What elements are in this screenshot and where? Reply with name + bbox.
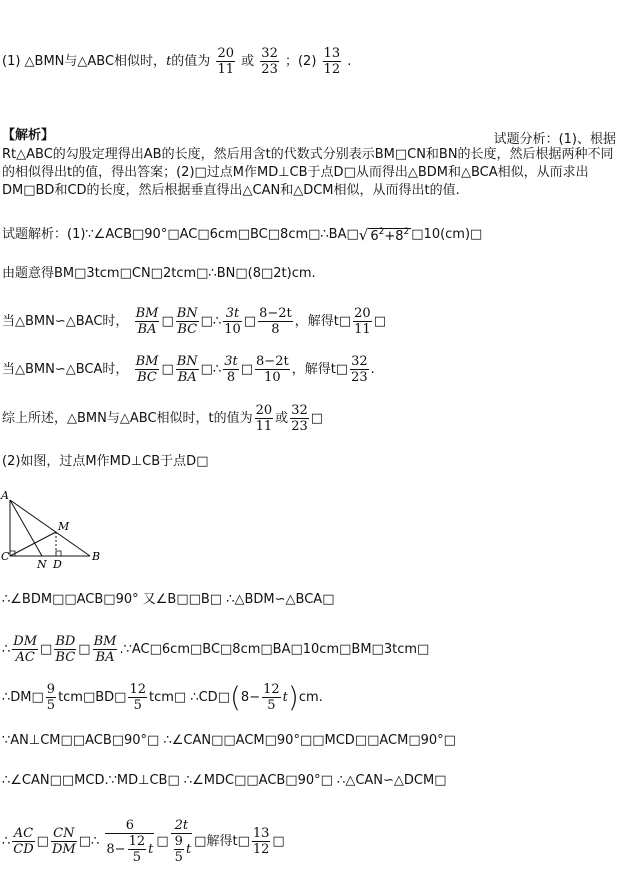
fraction: $\frac{13}{12}$: [252, 826, 270, 857]
sqrt-expression: √ $6^2+8^2$: [358, 226, 410, 244]
denominator: 11: [217, 62, 234, 77]
denominator: 23: [261, 62, 278, 77]
segment-cm: [10, 532, 56, 556]
solution-line-11: ∴∠CAN□□MCD.∵MD⊥CB□ ∴∠MDC□□ACB□90°□ ∴△CAN∽△DCM□: [2, 773, 447, 788]
sol-l1-text: 试题解析：(1)∵∠ACB□90°□AC□6cm□BC□8cm□∴BA□: [2, 227, 359, 242]
answer-fraction-1: [216, 46, 235, 77]
sol-l1-end: □10(cm)□: [411, 227, 483, 242]
fraction: $\frac{20}{11}$: [255, 403, 273, 434]
fraction: $\frac{12}{5}$: [263, 682, 280, 713]
answer-text-3: ；(2): [284, 54, 317, 69]
solution-line-8: ∴ $\frac{DM}{AC}$ □ $\frac{BD}{BC}$ □ $\frac{BM}{BA}$ .∵AC□6cm□BC□8cm□BA□10cm□BM□3tcm□: [2, 634, 430, 665]
solution-line-12: ∴ $\frac{AC}{CD}$ □ $\frac{CN}{DM}$ □∴ 6 8− $\frac{12}{5}$ t □ 2t $\frac{9}{5}$ t □解得t□ $\frac{13}{12}$ □: [2, 818, 285, 865]
label-c: C: [1, 550, 10, 563]
answer-line: [2, 46, 351, 77]
analysis-body: Rt△ABC的勾股定理得出AB的长度，然后用含t的代数式分别表示BM□CN和BN的长度，然后根据两种不同的相似得出t的值，得出答案；(2)□过点M作MD⊥CB于点D□从而得出△BDM和△BCA相似，从而求出DM□BD和CD的长度，然后根据垂直得出△CAN和△DCM相似，从而得出t的值.: [2, 147, 614, 198]
right-angle-d: [56, 551, 61, 556]
solution-line-5: 综上所述，△BMN与△ABC相似时，t的值为 $\frac{20}{11}$ 或 $\frac{32}{23}$ □: [2, 403, 324, 434]
fraction: $\frac{9}{5}$: [174, 834, 183, 865]
segment-ab: [10, 500, 90, 556]
answer-fraction-3: [323, 46, 342, 77]
solution-line-3: 当△BMN∽△BAC时， $\frac{BM}{BA}$ □ $\frac{BN}{BC}$ □∴ $\frac{3t}{10}$ □ $\frac{8-2t}{8}$ ，解得t□ $\frac{20}{11}$ □: [2, 306, 386, 337]
answer-text-1: (1) △BMN与△ABC相似时，: [2, 54, 167, 69]
fraction-complex-1: 6 8− $\frac{12}{5}$ t: [106, 818, 154, 865]
numerator: 13: [323, 46, 341, 61]
answer-period: .: [347, 54, 352, 69]
fraction: $\frac{AC}{CD}$: [13, 826, 34, 857]
label-d: D: [53, 558, 62, 570]
fraction: $\frac{CN}{DM}$: [51, 826, 76, 857]
solution-line-10: ∵AN⊥CM□□ACB□90°□ ∴∠CAN□□ACM□90°□□MCD□□ACM□90°□: [2, 733, 456, 748]
denominator: 12: [323, 62, 341, 77]
fraction: $\frac{9}{5}$: [46, 682, 56, 713]
fraction: $\frac{DM}{AC}$: [13, 634, 38, 665]
fraction-complex-2: 2t $\frac{9}{5}$ t: [171, 818, 193, 865]
triangle-figure: [0, 488, 110, 570]
label-m: M: [58, 520, 70, 533]
fraction: $\frac{BN}{BC}$: [176, 306, 198, 337]
fraction: $\frac{8-2t}{10}$: [256, 354, 289, 385]
solution-line-6: (2)如图，过点M作MD⊥CB于点D□: [2, 454, 209, 469]
answer-fraction-2: [260, 46, 279, 77]
label-a: A: [1, 489, 9, 502]
fraction: $\frac{BN}{BA}$: [176, 354, 198, 385]
fraction: $\frac{20}{11}$: [354, 306, 371, 337]
fraction: $\frac{32}{23}$: [291, 403, 308, 434]
fraction: $\frac{BD}{BC}$: [55, 634, 76, 665]
label-b: B: [92, 550, 101, 563]
label-n: N: [37, 558, 47, 570]
fraction: $\frac{12}{5}$: [128, 834, 146, 865]
fraction: $\frac{BM}{BC}$: [135, 354, 159, 385]
answer-text-2: 的值为: [171, 54, 211, 69]
fraction: $\frac{12}{5}$: [129, 682, 147, 713]
fraction: $\frac{3t}{8}$: [224, 354, 238, 385]
solution-line-9: ∴DM□ $\frac{9}{5}$ tcm□BD□ $\frac{12}{5}$ tcm□ ∴CD□(8− $\frac{12}{5}$ t)cm.: [2, 680, 323, 714]
answer-var-t: t: [166, 54, 172, 69]
solution-line-1: [2, 224, 482, 245]
fraction: $\frac{3t}{10}$: [224, 306, 241, 337]
solution-line-4: 当△BMN∽△BCA时， $\frac{BM}{BC}$ □ $\frac{BN}{BA}$ □∴ $\frac{3t}{8}$ □ $\frac{8-2t}{10}$ ，解得t□ $\frac{32}{23}$ .: [2, 354, 375, 385]
fraction: $\frac{BM}{BA}$: [135, 306, 159, 337]
numerator: 20: [217, 46, 234, 61]
fraction: $\frac{8-2t}{8}$: [259, 306, 292, 337]
numerator: 32: [261, 46, 278, 61]
solution-line-2: 由题意得BM□3tcm□CN□2tcm□∴BN□(8□2t)cm.: [2, 266, 316, 281]
analysis-tag: 【解析】: [2, 128, 55, 143]
analysis-right-text: 试题分析：(1)、根据: [493, 132, 616, 147]
fraction: $\frac{BM}{BA}$: [93, 634, 117, 665]
answer-or: 或: [241, 54, 255, 69]
solution-line-7: ∴∠BDM□□ACB□90° 又∠B□□B□ ∴△BDM∽△BCA□: [2, 592, 335, 607]
fraction: $\frac{32}{23}$: [351, 354, 368, 385]
